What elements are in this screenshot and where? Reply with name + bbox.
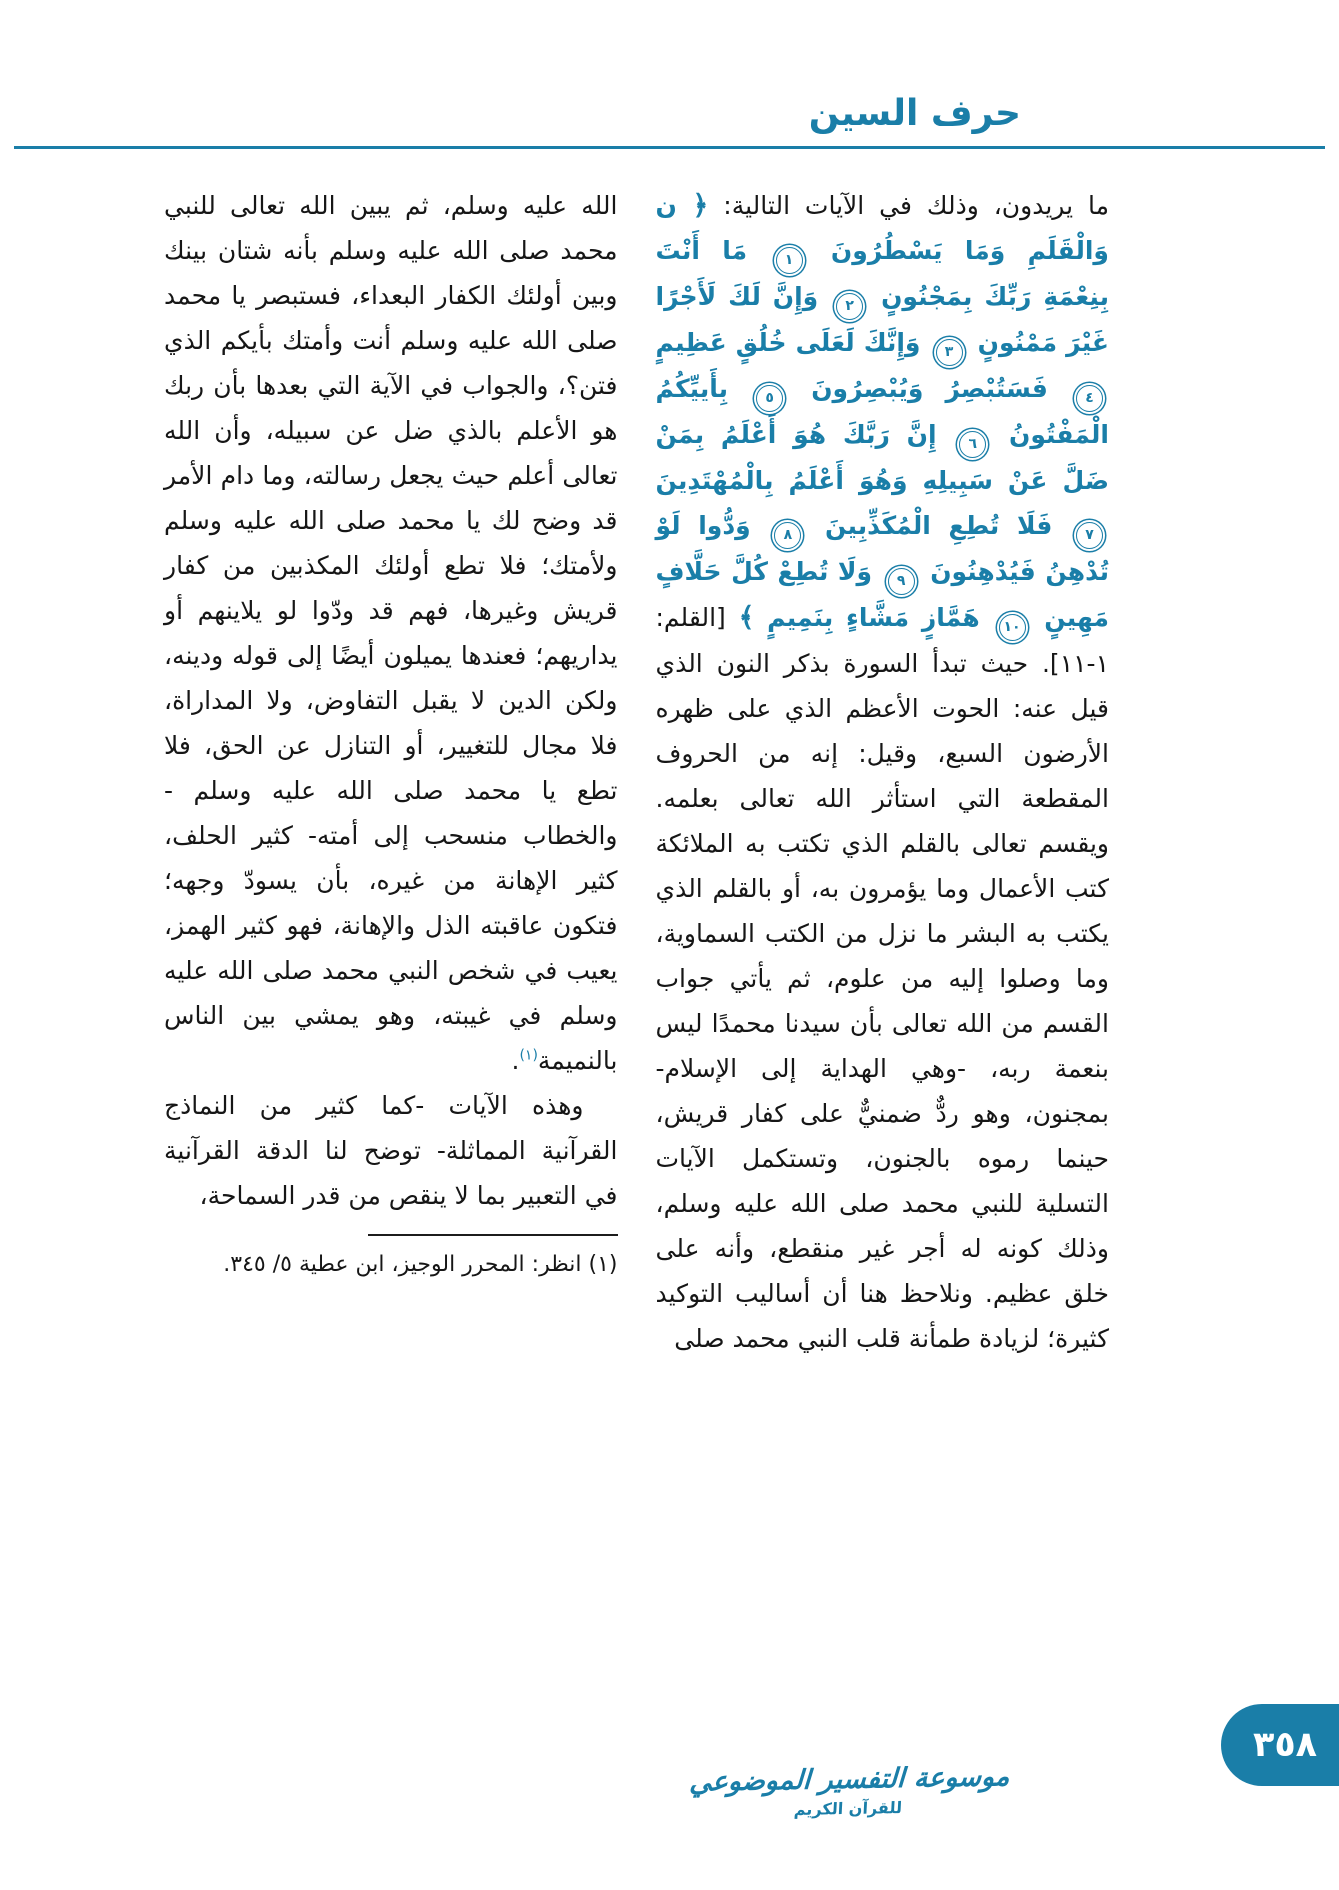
ayah-number-marker: ٢ xyxy=(836,293,863,320)
column-right xyxy=(656,183,1110,1629)
right-column-text xyxy=(656,183,1110,1361)
ayah-number-marker: ٩ xyxy=(888,568,915,595)
publisher-seal xyxy=(688,1761,1011,1821)
seal-subtitle: للقرآن الكريم xyxy=(793,1798,903,1819)
verse-text: مَا أَنْتَ بِنِعْمَةِ رَبِّكَ بِمَجْنُونٍ xyxy=(655,236,1109,311)
quran-verses xyxy=(655,191,1110,635)
ayah-number-marker: ٣ xyxy=(936,339,963,366)
left-column-paragraph-2: وهذه الآيات -كما كثير من النماذج القرآنية المماثلة- توضح لنا الدقة القرآنية في التعبير بما لا ينقص من قدر السماحة، xyxy=(164,1091,618,1210)
seal-title: موسوعة التفسير الموضوعي xyxy=(688,1761,1011,1798)
verse-text: وَإِنَّكَ لَعَلَى خُلُقٍ عَظِيمٍ xyxy=(655,328,921,357)
chapter-title: حرف السين xyxy=(808,93,1021,134)
ayah-number-marker: ٦ xyxy=(959,431,986,458)
quran-verse xyxy=(728,374,1048,406)
footnote-ref: (١) xyxy=(519,1047,538,1064)
footnote-separator xyxy=(368,1234,618,1236)
page-number-badge xyxy=(1221,1704,1339,1786)
page-header xyxy=(0,0,1339,149)
ayah-number-marker: ١٠ xyxy=(999,614,1026,641)
column-left xyxy=(164,183,618,1629)
verse-text: فَسَتُبْصِرُ وَيُبْصِرُونَ xyxy=(811,374,1048,403)
paragraph-end: . xyxy=(511,1046,520,1075)
footnote-text: (١) انظر: المحرر الوجيز، ابن عطية ٥/ ٣٤٥. xyxy=(223,1252,618,1277)
commentary-text: حيث تبدأ السورة بذكر النون الذي قيل عنه: الحوت الأعظم الذي على ظهره الأرضون السبع، وقيل: إنه من الحروف المقطعة التي استأثر الله تعالى بعلمه. ويقسم تعالى بالقلم الذي تكتب به الملائكة كتب الأعمال وما يؤمرون به، أو بالقلم الذي يكتب به البشر ما نزل من الكتب السماوية، وما وصلوا إليه من علوم، ثم يأتي جواب القسم من الله تعالى بأن سيدنا محمدًا ليس بنعمة ربه، -وهي الهداية إلى الإسلام- بمجنون، وهو ردٌّ ضمنيٌّ على كفار قريش، حينما رموه بالجنون، وتستكمل الآيات التسلية للنبي محمد صلى الله عليه وسلم، وذلك كونه له أجر غير منقطع، وأنه على خلق عظيم. ونلاحظ هنا أن أساليب التوكيد كثيرة؛ لزيادة طمأنة قلب النبي محمد صلى xyxy=(655,649,1109,1353)
ayah-number-marker: ٨ xyxy=(774,522,801,549)
page-number: ٣٥٨ xyxy=(1252,1725,1318,1765)
verse-text: هَمَّازٍ مَشَّاءٍ بِنَمِيمٍ xyxy=(767,603,980,632)
ayah-number-marker: ١ xyxy=(776,247,803,274)
quran-verse xyxy=(751,511,1053,543)
left-column-paragraph-1 xyxy=(164,183,618,1083)
verse-text: وَدُّوا لَوْ تُدْهِنُ فَيُدْهِنُونَ xyxy=(655,511,1109,586)
quran-quote xyxy=(655,190,1110,635)
verse-text: وَلَا تُطِعْ كُلَّ حَلَّافٍ مَهِينٍ xyxy=(655,557,1109,632)
ayah-number-marker: ٥ xyxy=(756,385,783,412)
text-columns xyxy=(0,149,1339,1629)
quran-reference: [القلم: ١-١١]. xyxy=(655,603,1110,678)
ayah-number-marker: ٧ xyxy=(1076,522,1103,549)
quran-close-ornament: ﴾ xyxy=(738,602,755,633)
intro-text: ما يريدون، وذلك في الآيات التالية: xyxy=(723,191,1109,220)
verse-text: وَإِنَّ لَكَ لَأَجْرًا غَيْرَ مَمْنُونٍ xyxy=(655,282,1109,357)
verse-text: فَلَا تُطِعِ الْمُكَذِّبِينَ xyxy=(825,511,1053,540)
ayah-number-marker: ٤ xyxy=(1076,385,1103,412)
paragraph-text: الله عليه وسلم، ثم يبين الله تعالى للنبي محمد صلى الله عليه وسلم بأنه شتان بينك وبين أولئك الكفار البعداء، فستبصر يا محمد صلى الله عليه وسلم أنت وأمتك بأيكم الذي فتن؟، والجواب في الآية التي بعدها بأن ربك هو الأعلم بالذي ضل عن سبيله، وأن الله تعالى أعلم حيث يجعل رسالته، وما دام الأمر قد وضح لك يا محمد صلى الله عليه وسلم ولأمتك؛ فلا تطع أولئك المكذبين من كفار قريش وغيرها، فهم قد ودّوا لو يلاينهم أو يداريهم؛ فعندها يميلون أيضًا إلى قوله ودينه، ولكن الدين لا يقبل التفاوض، ولا المداراة، فلا مجال للتغيير، أو التنازل عن الحق، فلا تطع يا محمد صلى الله عليه وسلم - والخطاب منسحب إلى أمته- كثير الحلف، كثير الإهانة من غيره، بأن يسودّ وجهه؛ فتكون عاقبته الذل والإهانة، فهو كثير الهمز، يعيب في شخص النبي محمد صلى الله عليه وسلم في غيبته، وهو يمشي بين الناس بالنميمة xyxy=(164,191,618,1075)
verse-text: بِأَييِّكُمُ الْمَفْتُونُ xyxy=(655,374,1109,449)
quran-open-ornament: ﴿ xyxy=(692,190,709,221)
verse-text: إِنَّ رَبَّكَ هُوَ أَعْلَمُ بِمَنْ ضَلَّ عَنْ سَبِيلِهِ وَهُوَ أَعْلَمُ بِالْمُهْتَدِينَ xyxy=(655,420,1109,495)
quran-verse xyxy=(754,603,979,632)
verse-text: ن وَالْقَلَمِ وَمَا يَسْطُرُونَ xyxy=(655,191,1109,265)
